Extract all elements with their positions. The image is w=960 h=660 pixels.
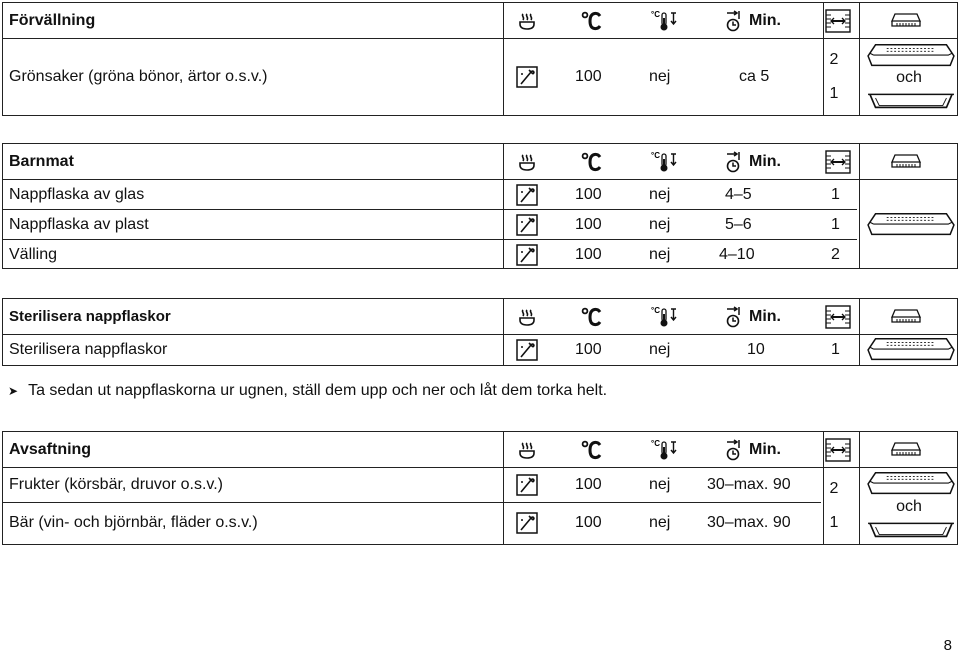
preheat-value: nej: [649, 476, 671, 493]
level-values: [825, 39, 843, 115]
steam-symbol-icon: [516, 335, 538, 365]
food-name: Nappflaska av glas: [9, 185, 145, 203]
table-barnmat: [2, 143, 958, 269]
preheat-value: nej: [649, 341, 671, 358]
steam-mode-icon: [517, 432, 537, 467]
baking-tray-icon: [863, 43, 959, 69]
preheat-icon: [651, 432, 677, 467]
tray-icon: [891, 432, 921, 467]
food-name: Välling: [9, 245, 58, 263]
tray-icon: [891, 299, 921, 334]
steam-symbol-icon: [516, 468, 538, 502]
timer-icon: [725, 299, 747, 334]
timer-icon: [725, 144, 747, 179]
preheat-value: nej: [649, 245, 671, 263]
food-name: Sterilisera nappflaskor: [9, 341, 168, 358]
level-value: 1: [831, 341, 840, 358]
minutes-header: Min.: [749, 152, 781, 170]
food-name: Frukter (körsbär, druvor o.s.v.): [9, 476, 223, 493]
preheat-value: nej: [649, 215, 671, 233]
baking-tray-icon: [863, 208, 959, 242]
level-value: 2: [831, 245, 840, 263]
preheat-icon: [651, 144, 677, 179]
timer-icon: [725, 432, 747, 467]
steam-mode-icon: [517, 144, 537, 179]
temperature-value: 100: [575, 185, 602, 203]
steam-symbol-icon: [516, 180, 538, 209]
time-value: 5–6: [725, 215, 752, 233]
level-lower: 1: [829, 514, 839, 531]
bullet-arrow-icon: ➤: [8, 384, 19, 398]
temperature-value: 100: [575, 68, 602, 85]
steam-symbol-icon: [516, 240, 538, 269]
table-forvallning: [2, 2, 958, 116]
shelf-level-icon: [825, 144, 851, 179]
temperature-value: 100: [575, 341, 602, 358]
time-value: 4–10: [719, 245, 755, 263]
level-lower: 1: [829, 85, 839, 102]
baking-tray-icon: [863, 335, 959, 365]
shelf-level-icon: [825, 432, 851, 467]
roasting-tray-icon: [863, 85, 959, 113]
preheat-value: nej: [649, 185, 671, 203]
steam-mode-icon: [517, 299, 537, 334]
temperature-value: 100: [575, 514, 602, 531]
section-title: Förvällning: [9, 11, 96, 29]
and-label: och: [896, 498, 922, 515]
temperature-icon: [581, 144, 603, 179]
steam-mode-icon: [517, 3, 537, 38]
temperature-value: 100: [575, 245, 602, 263]
preheat-icon: [651, 3, 677, 38]
table-avsaftning: [2, 431, 958, 545]
temperature-icon: [581, 432, 603, 467]
page-number: 8: [943, 637, 952, 654]
minutes-header: Min.: [749, 307, 781, 325]
preheat-value: nej: [649, 514, 671, 531]
tray-icon: [891, 144, 921, 179]
section-title: Avsaftning: [9, 440, 92, 458]
minutes-header: Min.: [749, 11, 781, 29]
roasting-tray-icon: [863, 514, 959, 542]
shelf-level-icon: [825, 299, 851, 334]
time-value: 30–max. 90: [707, 514, 791, 531]
section-title: Sterilisera nappflaskor: [9, 308, 171, 325]
note-text: Ta sedan ut nappflaskorna ur ugnen, ställ dem upp och ner och låt dem torka helt.: [28, 382, 608, 399]
minutes-header: Min.: [749, 440, 781, 458]
time-value: 4–5: [725, 185, 752, 203]
food-name: Grönsaker (gröna bönor, ärtor o.s.v.): [9, 68, 268, 85]
steam-symbol-icon: [516, 503, 538, 543]
temperature-value: 100: [575, 215, 602, 233]
section-title: Barnmat: [9, 152, 74, 170]
time-value: 30–max. 90: [707, 476, 791, 493]
level-values: [825, 468, 843, 544]
tray-icon: [891, 3, 921, 38]
time-value: ca 5: [739, 68, 770, 85]
steam-symbol-icon: [516, 39, 538, 115]
table-sterilisera: [2, 298, 958, 366]
and-label: och: [896, 69, 922, 86]
shelf-level-icon: [825, 3, 851, 38]
preheat-value: nej: [649, 68, 671, 85]
level-value: 1: [831, 215, 840, 233]
time-value: 10: [747, 341, 765, 358]
preheat-icon: [651, 299, 677, 334]
food-name: Bär (vin- och björnbär, fläder o.s.v.): [9, 514, 258, 531]
timer-icon: [725, 3, 747, 38]
temperature-value: 100: [575, 476, 602, 493]
instruction-note: [8, 382, 607, 400]
level-value: 1: [831, 185, 840, 203]
temperature-icon: [581, 3, 603, 38]
baking-tray-icon: [863, 470, 959, 498]
food-name: Nappflaska av plast: [9, 215, 149, 233]
level-upper: 2: [829, 480, 839, 497]
steam-symbol-icon: [516, 210, 538, 239]
temperature-icon: [581, 299, 603, 334]
level-upper: 2: [829, 51, 839, 68]
